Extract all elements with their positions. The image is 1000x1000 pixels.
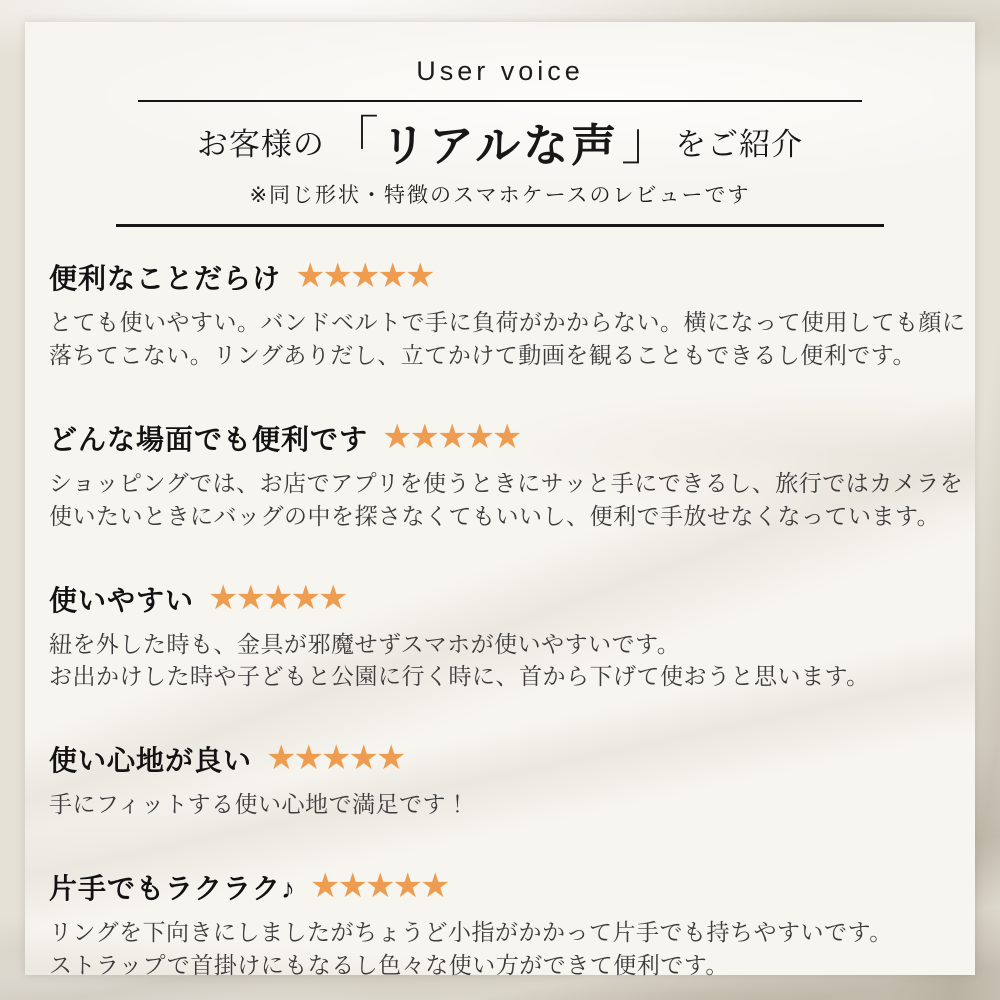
star-rating-icon: ★★★★★: [295, 257, 433, 295]
review-body: [49, 628, 951, 694]
review-header: [49, 257, 951, 297]
review-text-line: リングを下向きにしましたがちょうど小指がかかって片手でも持ちやすいです。: [49, 919, 893, 946]
divider-bottom: [116, 224, 884, 227]
review-header: [49, 579, 951, 619]
star-rating-icon: ★★★★★: [266, 739, 404, 778]
page-title: [49, 109, 951, 174]
title-note: ※同じ形状・特徴のスマホケースのレビューです: [249, 184, 751, 207]
review-text-line: 落ちてこない。リングありだし、立てかけて動画を観ることもできるし便利です。: [49, 341, 916, 368]
review-text-line: ショッピングでは、お店でアプリを使うときにサッと手にできるし、旅行ではカメラを: [49, 469, 964, 496]
review-text-line: お出かけした時や子どもと公園に行く時に、首から下げて使おうと思います。: [49, 663, 870, 690]
review-header: [49, 418, 951, 458]
review-body: [49, 916, 951, 982]
review-text-line: とても使いやすい。バンドベルトで手に負荷がかからない。横になって使用しても顔に: [49, 309, 966, 335]
review-text-line: 使いたいときにバッグの中を探さなくてもいいし、便利で手放せなくなっています。: [49, 502, 941, 529]
bracket-close: 」: [621, 112, 674, 171]
content-panel: [25, 22, 975, 978]
header: [49, 56, 951, 227]
review-title: 使い心地が良い: [49, 745, 253, 777]
review-item-4: [49, 739, 951, 821]
title-highlight: リアルな声: [380, 120, 620, 171]
user-voice-label: User voice: [416, 56, 584, 86]
title-prefix: お客様の: [196, 127, 325, 162]
review-title: 便利なことだらけ: [49, 263, 282, 294]
review-body: [49, 467, 964, 533]
star-rating-icon: ★★★★★: [382, 417, 520, 456]
review-item-1: [49, 257, 966, 372]
review-header: [49, 867, 951, 907]
review-title: 使いやすい: [49, 584, 195, 616]
review-item-3: [49, 579, 951, 694]
review-text-line: 手にフィットする使い心地で満足です！: [49, 791, 470, 818]
review-text-line: 紐を外した時も、金具が邪魔せずスマホが使いやすいです。: [49, 630, 681, 657]
review-title: 片手でもラクラク♪: [49, 873, 297, 905]
review-title: どんな場面でも便利です: [49, 423, 369, 455]
review-item-5: [49, 867, 951, 982]
review-item-2: [49, 417, 964, 533]
review-body: [49, 306, 966, 372]
star-rating-icon: ★★★★★: [208, 578, 346, 617]
bracket-open: 「: [326, 112, 379, 171]
review-text-line: ストラップで首掛けにもなるし色々な使い方ができて便利です。: [49, 952, 729, 978]
divider-top: [138, 100, 862, 102]
review-header: [49, 739, 951, 779]
review-body: [49, 788, 951, 821]
title-suffix: をご紹介: [675, 127, 804, 162]
review-list: [49, 257, 966, 982]
star-rating-icon: ★★★★★: [310, 867, 448, 906]
